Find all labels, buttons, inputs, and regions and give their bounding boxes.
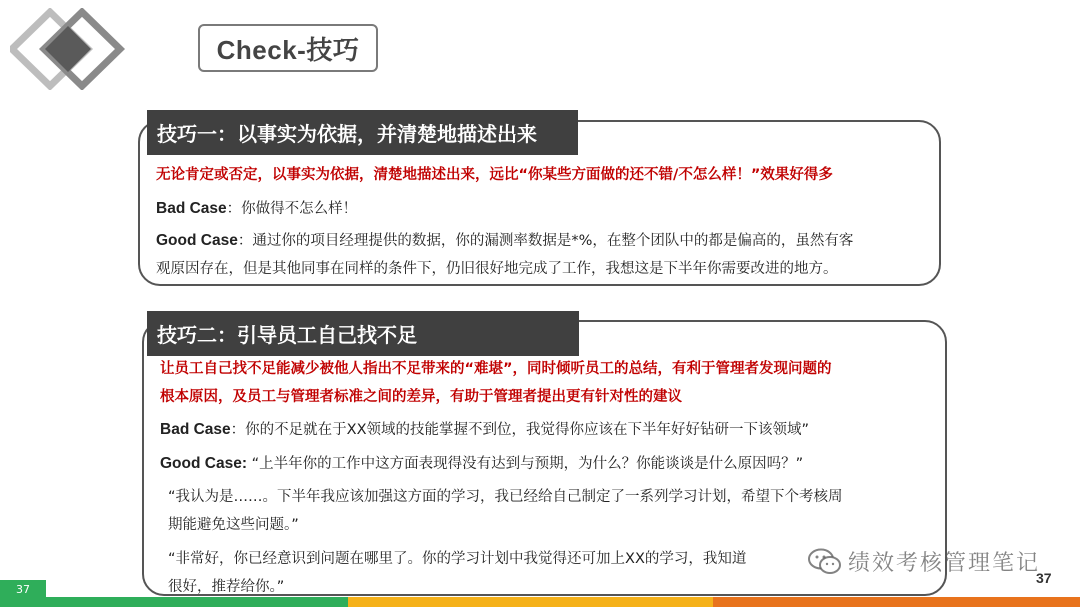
watermark-text: 绩效考核管理笔记 — [848, 551, 1041, 576]
page-tab: 37 — [0, 580, 46, 598]
tip-1-good-case — [156, 230, 853, 252]
tip-1-highlight: 无论肯定或否定，以事实为依据，清楚地描述出来，远比“你某些方面做的还不错/不怎么样！”效果好得多 — [156, 167, 833, 183]
bad-case-label: Bad Case — [160, 421, 231, 438]
tip-2-highlight-1: 让员工自己找不足能减少被他人指出不足带来的“难堪”，同时倾听员工的总结，有利于管理者发现问题的 — [160, 361, 832, 377]
page-title: Check-技巧 — [198, 24, 378, 72]
manager-response-1: “非常好，你已经意识到问题在哪里了。你的学习计划中我觉得还可加上XX的学习，我知道 — [168, 551, 747, 567]
diamond-logo-icon — [10, 8, 130, 90]
bad-case-label: Bad Case — [156, 200, 227, 217]
good-case-text: “上半年你的工作中这方面表现得没有达到与预期，为什么？你能谈谈是什么原因吗？” — [246, 456, 804, 472]
footer-bar-orange — [713, 597, 1080, 607]
employee-reply-2: 期能避免这些问题。” — [168, 517, 299, 533]
manager-response-2: 很好，推荐给你。” — [168, 579, 285, 595]
good-case-label: Good Case — [156, 232, 238, 249]
page-number: 37 — [1036, 570, 1052, 586]
bad-case-text: ：你的不足就在于XX领域的技能掌握不到位，我觉得你应该在下半年好好钻研一下该领域” — [230, 422, 810, 438]
wechat-icon — [808, 548, 842, 576]
tip-2-highlight-2: 根本原因，及员工与管理者标准之间的差异，有助于管理者提出更有针对性的建议 — [160, 389, 682, 405]
bad-case-text: ：你做得不怎么样！ — [226, 201, 358, 217]
employee-reply-1: “我认为是……。下半年我应该加强这方面的学习，我已经给自己制定了一系列学习计划，希望下个考核周 — [168, 489, 843, 505]
tip-2-bad-case — [160, 419, 809, 441]
tip-2-good-case — [160, 453, 803, 475]
footer-bar-green — [0, 597, 348, 607]
footer-bar-yellow — [348, 597, 713, 607]
good-case-text: ：通过你的项目经理提供的数据，你的漏测率数据是*%，在整个团队中的都是偏高的，虽然有客 — [237, 233, 854, 249]
watermark — [808, 546, 1040, 577]
good-case-label: Good Case: — [160, 455, 247, 472]
tip-1-good-case-cont: 观原因存在，但是其他同事在同样的条件下，仍旧很好地完成了工作，我想这是下半年你需要改进的地方。 — [156, 261, 838, 277]
tip-1-header: 技巧一：以事实为依据，并清楚地描述出来 — [147, 110, 578, 155]
tip-2-header: 技巧二：引导员工自己找不足 — [147, 311, 579, 356]
tip-1-bad-case — [156, 198, 357, 220]
